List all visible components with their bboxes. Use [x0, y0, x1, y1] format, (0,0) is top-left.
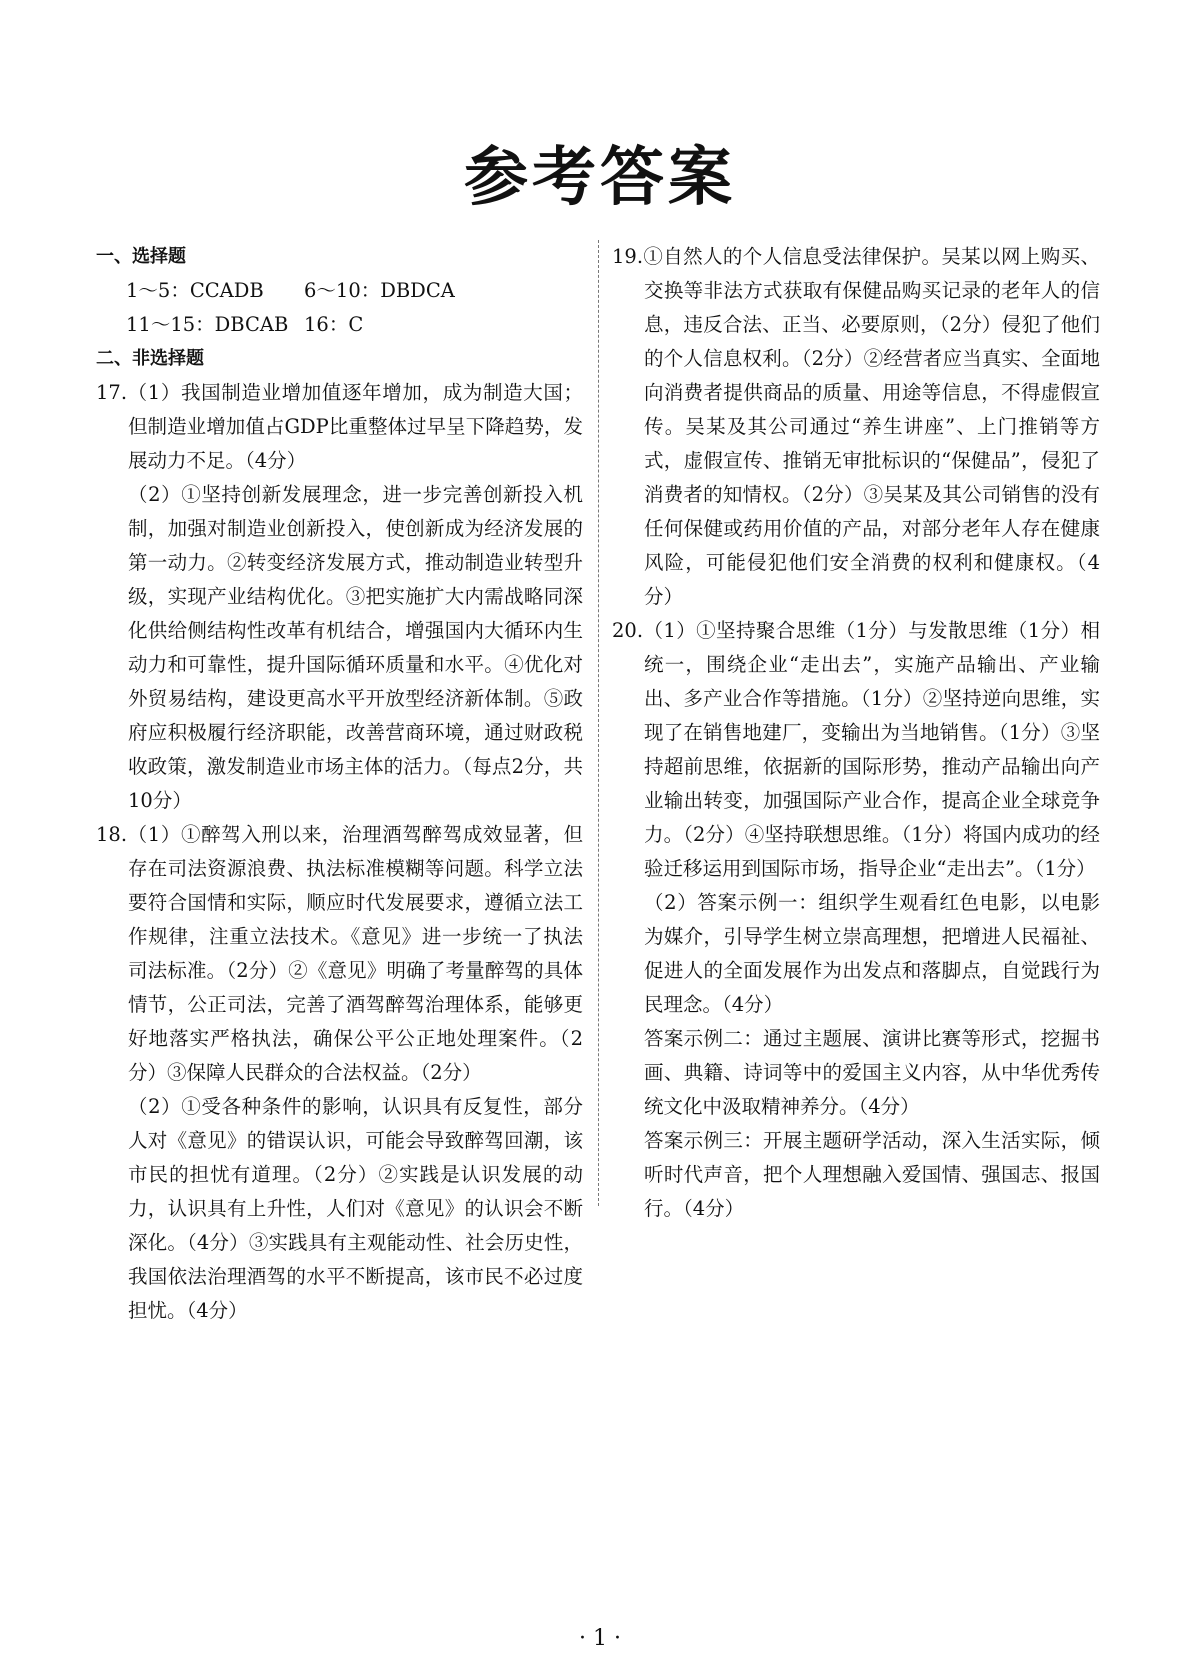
answer-19: 19.①自然人的个人信息受法律保护。吴某以网上购买、交换等非法方式获取有保健品购买记录的老年人的信息，违反合法、正当、必要原则，（2分）侵犯了他们的个人信息权利。（2分）②经营者应当真实、全面地向消费者提供商品的质量、用途等信息，不得虚假宣传。吴某及其公司通过“养生讲座”、上门推销等方式，虚假宣传、推销无审批标识的“保健品”，侵犯了消费者的知情权。（2分）③吴某及其公司销售的没有任何保健或药用价值的产品，对部分老年人存在健康风险，可能侵犯他们安全消费的权利和健康权。（4分）: [612, 245, 1100, 608]
column-divider: [598, 240, 599, 1206]
choice-answers-row-2: [96, 308, 583, 342]
answer-20-example-3: 答案示例三：开展主题研学活动，深入生活实际，倾听时代声音，把个人理想融入爱国情、强国志、报国行。（4分）: [644, 1129, 1100, 1220]
answer-20-part-1: 20.（1）①坚持聚合思维（1分）与发散思维（1分）相统一，围绕企业“走出去”，实施产品输出、产业输出、多产业合作等措施。（1分）②坚持逆向思维，实现了在销售地建厂，变输出为当地销售。（1分）③坚持超前思维，依据新的国际形势，推动产品输出向产业输出转变，加强国际产业合作，提高企业全球竞争力。（2分）④坚持联想思维。（1分）将国内成功的经验迁移运用到国际市场，指导企业“走出去”。（1分）: [612, 619, 1100, 880]
choice-answers-row-1: [96, 274, 583, 308]
section-heading-nonchoice: 二、非选择题: [96, 348, 204, 369]
page-number: · 1 ·: [579, 1626, 621, 1651]
left-column: [96, 240, 583, 1328]
page-title: 参考答案: [464, 141, 736, 215]
choice-answer: 6～10：DBDCA: [304, 279, 455, 302]
answer-18-part-1: 18.（1）①醉驾入刑以来，治理酒驾醉驾成效显著，但存在司法资源浪费、执法标准模糊等问题。科学立法要符合国情和实际，顺应时代发展要求，遵循立法工作规律，注重立法技术。《意见》进一步统一了执法司法标准。（2分）②《意见》明确了考量醉驾的具体情节，公正司法，完善了酒驾醉驾治理体系，能够更好地落实严格执法，确保公平公正地处理案件。（2分）③保障人民群众的合法权益。（2分）: [96, 823, 583, 1084]
answer-20-example-2: 答案示例二：通过主题展、演讲比赛等形式，挖掘书画、典籍、诗词等中的爱国主义内容，从中华优秀传统文化中汲取精神养分。（4分）: [644, 1027, 1100, 1118]
answer-20-example-1: （2）答案示例一：组织学生观看红色电影，以电影为媒介，引导学生树立崇高理想，把增进人民福祉、促进人的全面发展作为出发点和落脚点，自觉践行为民理念。（4分）: [644, 891, 1100, 1016]
section-heading-choice: 一、选择题: [96, 246, 186, 267]
answer-18-part-2: （2）①受各种条件的影响，认识具有反复性，部分人对《意见》的错误认识，可能会导致醉驾回潮，该市民的担忧有道理。（2分）②实践是认识发展的动力，认识具有上升性，人们对《意见》的认识会不断深化。（4分）③实践具有主观能动性、社会历史性，我国依法治理酒驾的水平不断提高，该市民不必过度担忧。（4分）: [128, 1095, 583, 1322]
right-column: [612, 240, 1100, 1226]
choice-answer: 1～5：CCADB: [126, 279, 264, 302]
answer-17-part-1: 17.（1）我国制造业增加值逐年增加，成为制造大国；但制造业增加值占GDP比重整体过早呈下降趋势，发展动力不足。（4分）: [96, 381, 583, 472]
answer-17-part-2: （2）①坚持创新发展理念，进一步完善创新投入机制，加强对制造业创新投入，使创新成为经济发展的第一动力。②转变经济发展方式，推动制造业转型升级，实现产业结构优化。③把实施扩大内需战略同深化供给侧结构性改革有机结合，增强国内大循环内生动力和可靠性，提升国际循环质量和水平。④优化对外贸易结构，建设更高水平开放型经济新体制。⑤政府应积极履行经济职能，改善营商环境，通过财政税收政策，激发制造业市场主体的活力。（每点2分，共10分）: [128, 483, 583, 812]
choice-answer: 16：C: [304, 313, 364, 336]
choice-answer: 11～15：DBCAB: [126, 313, 289, 336]
